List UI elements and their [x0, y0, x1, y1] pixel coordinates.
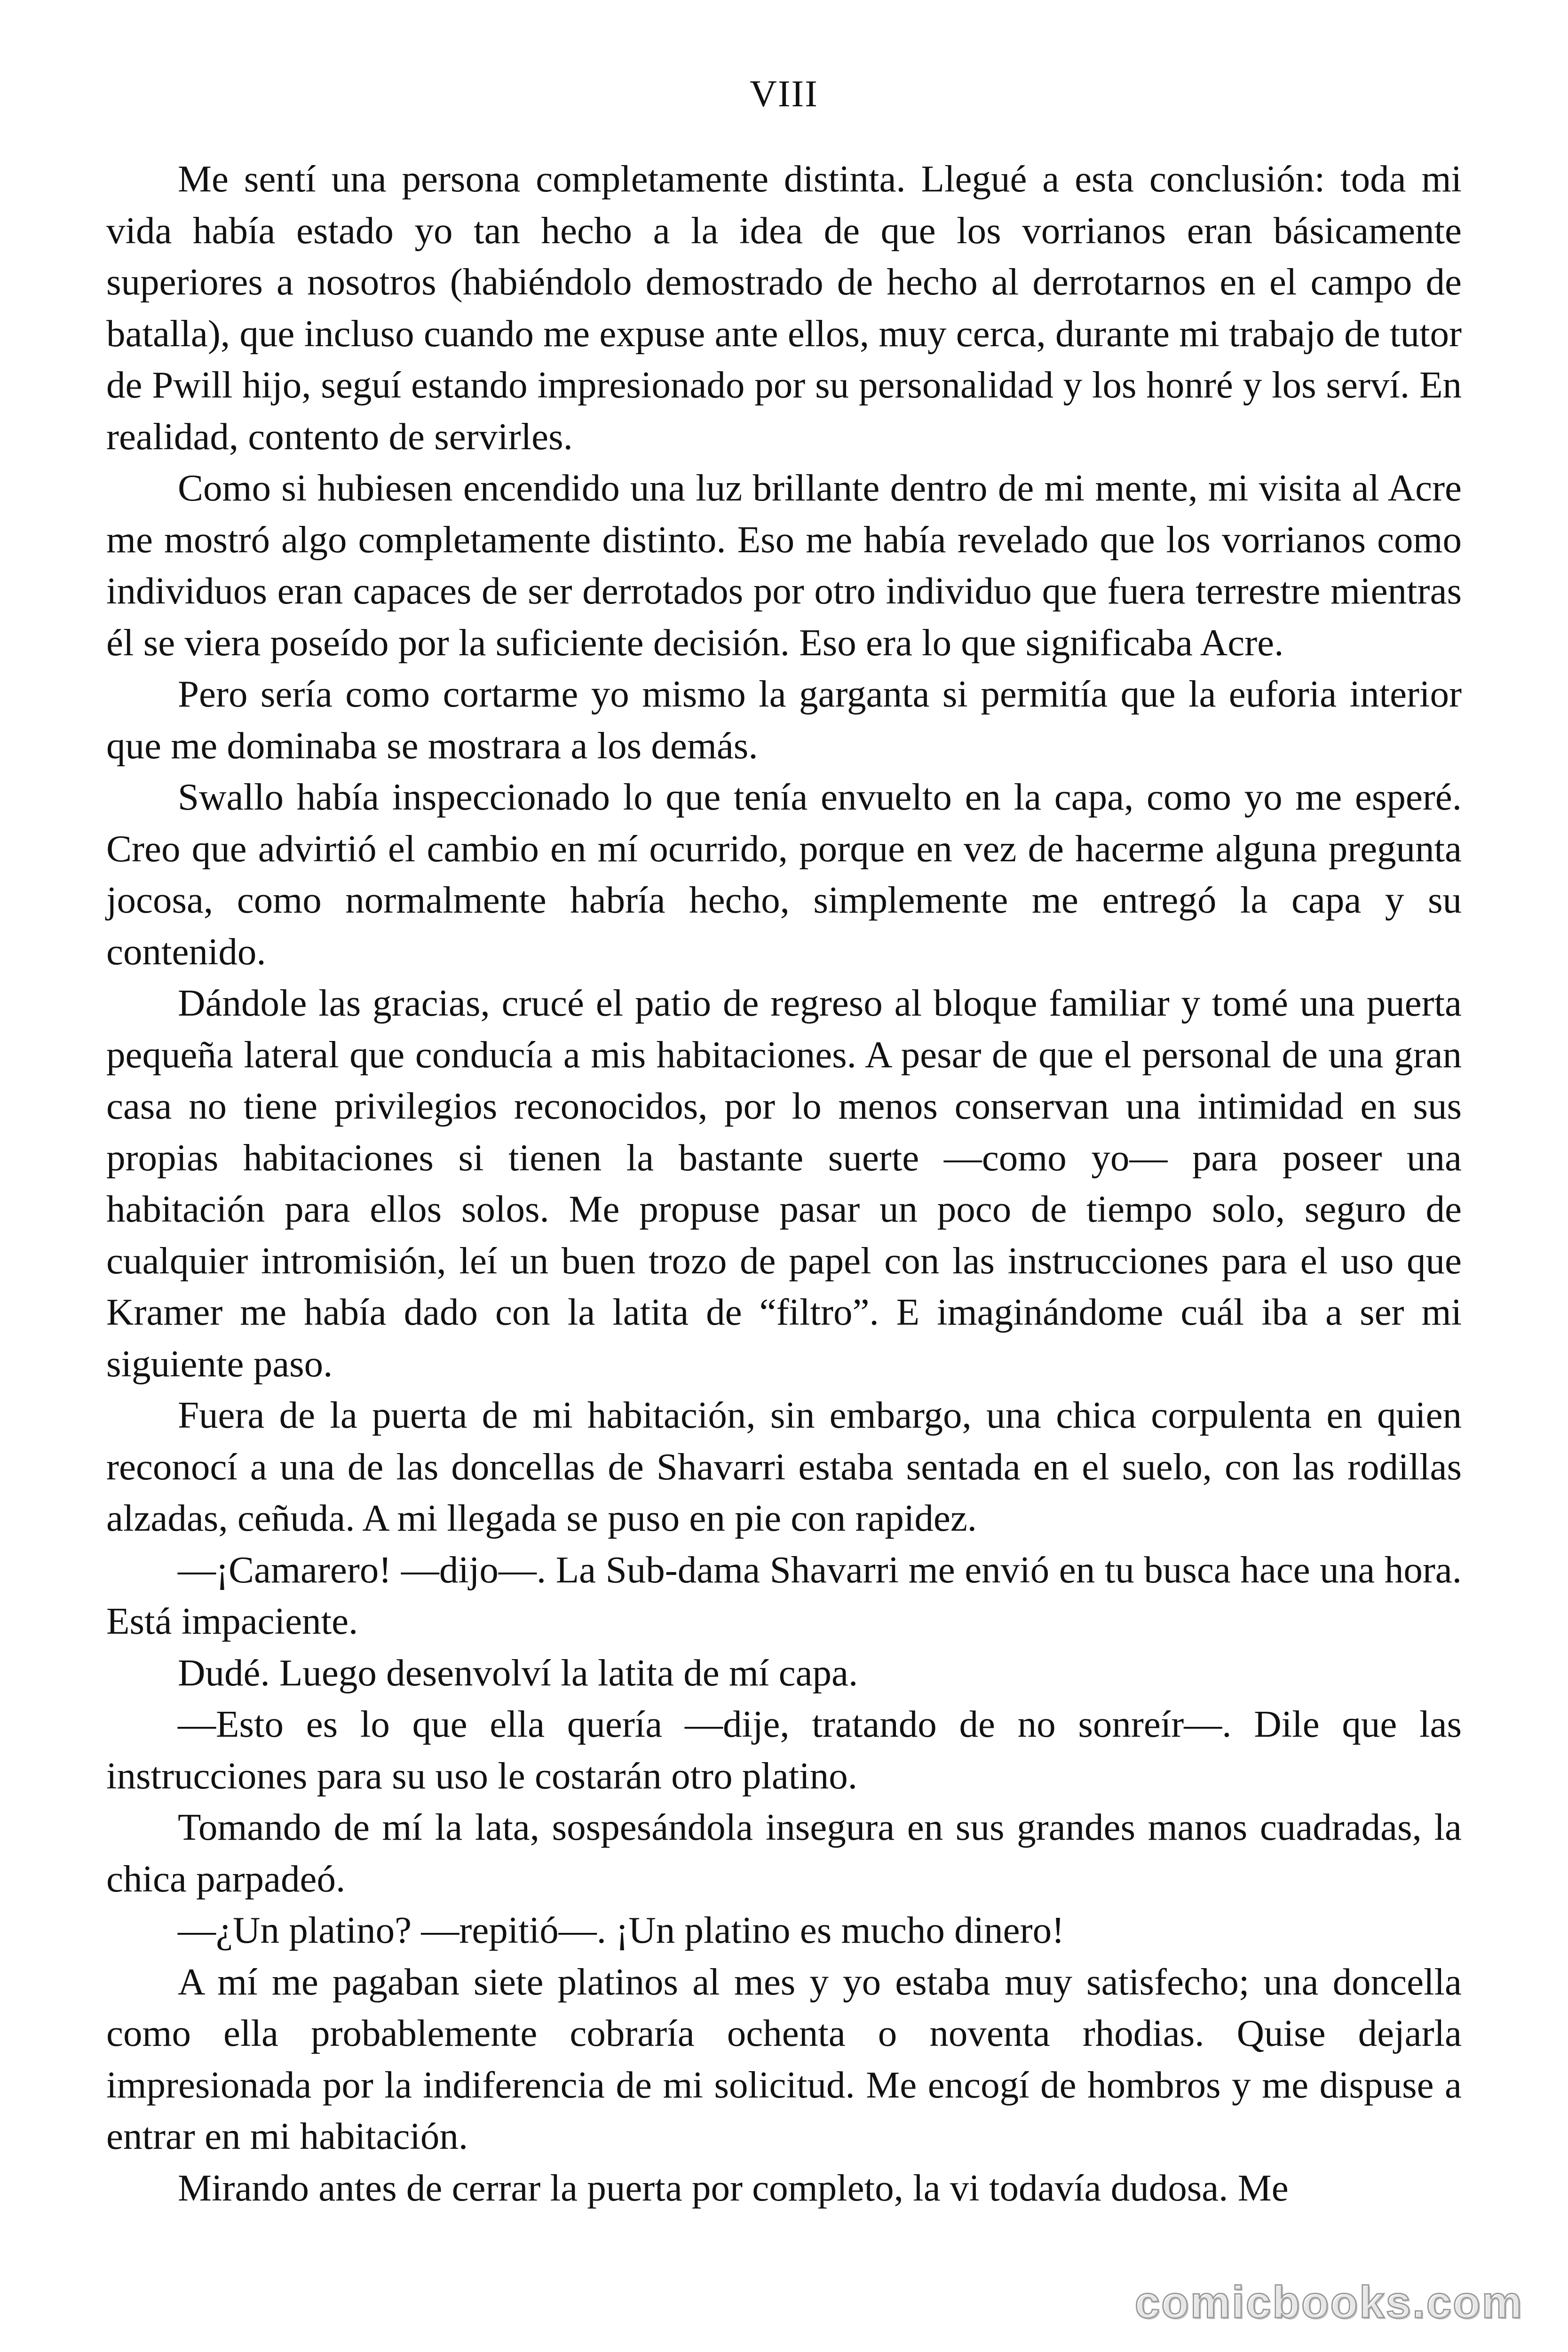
paragraph: Dudé. Luego desenvolví la latita de mí capa. [178, 1651, 858, 1694]
paragraph: A mí me pagaban siete platinos al mes y yo estaba muy satisfecho; una doncella como ella probablemente cobraría ochenta o noventa rhodias. Quise dejarla impresionada por la indiferencia de mi solicitud. Me encogí de hombros y me dispuse a entrar en mi habitación. [106, 1960, 1462, 2157]
paragraph: Pero sería como cortarme yo mismo la garganta si permitía que la euforia interior que me dominaba se mostrara a los demás. [106, 673, 1462, 767]
paragraph: Mirando antes de cerrar la puerta por completo, la vi todavía dudosa. Me [178, 2166, 1289, 2209]
paragraph: Me sentí una persona completamente distinta. Llegué a esta conclusión: toda mi vida había estado yo tan hecho a la idea de que los vorrianos eran básicamente superiores a nosotros (habiéndolo demostrado de hecho al derrotarnos en el campo de batalla), que incluso cuando me expuse ante ellos, muy cerca, durante mi trabajo de tutor de Pwill hijo, seguí estando impresionado por su personalidad y los honré y los serví. En realidad, contento de servirles. [106, 158, 1462, 458]
paragraph: Fuera de la puerta de mi habitación, sin embargo, una chica corpulenta en quien reconocí a una de las doncellas de Shavarri estaba sentada en el suelo, con las rodillas alzadas, ceñuda. A mi llegada se puso en pie con rapidez. [106, 1394, 1462, 1539]
paragraph: Como si hubiesen encendido una luz brillante dentro de mi mente, mi visita al Acre me mostró algo completamente distinto. Eso me había revelado que los vorrianos como individuos eran capaces de ser derrotados por otro individuo que fuera terrestre mientras él se viera poseído por la suficiente decisión. Eso era lo que significaba Acre. [106, 467, 1462, 664]
paragraph: Swallo había inspeccionado lo que tenía envuelto en la capa, como yo me esperé. Creo que advirtió el cambio en mí ocurrido, porque en vez de hacerme alguna pregunta jocosa, como normalmente habría hecho, simplemente me entregó la capa y su contenido. [106, 776, 1462, 973]
book-page [106, 0, 1462, 2352]
dialogue-paragraph: —¡Camarero! —dijo—. La Sub-dama Shavarri me envió en tu busca hace una hora. Está impaciente. [106, 1548, 1462, 1642]
watermark-logo: comicbooks.com [1134, 2277, 1523, 2328]
paragraph: Tomando de mí la lata, sospesándola insegura en sus grandes manos cuadradas, la chica parpadeó. [106, 1806, 1462, 1900]
chapter-heading: VIII [750, 73, 818, 115]
dialogue-paragraph: —¿Un platino? —repitió—. ¡Un platino es mucho dinero! [178, 1909, 1065, 1951]
body-text [106, 153, 1462, 2214]
paragraph: Dándole las gracias, crucé el patio de regreso al bloque familiar y tomé una puerta pequeña lateral que conducía a mis habitaciones. A pesar de que el personal de una gran casa no tiene privilegios reconocidos, por lo menos conservan una intimidad en sus propias habitaciones si tienen la bastante suerte —como yo— para poseer una habitación para ellos solos. Me propuse pasar un poco de tiempo solo, seguro de cualquier intromisión, leí un buen trozo de papel con las instrucciones para el uso que Kramer me había dado con la latita de “filtro”. E imaginándome cuál iba a ser mi siguiente paso. [106, 982, 1462, 1385]
dialogue-paragraph: —Esto es lo que ella quería —dije, tratando de no sonreír—. Dile que las instrucciones para su uso le costarán otro platino. [106, 1703, 1462, 1797]
